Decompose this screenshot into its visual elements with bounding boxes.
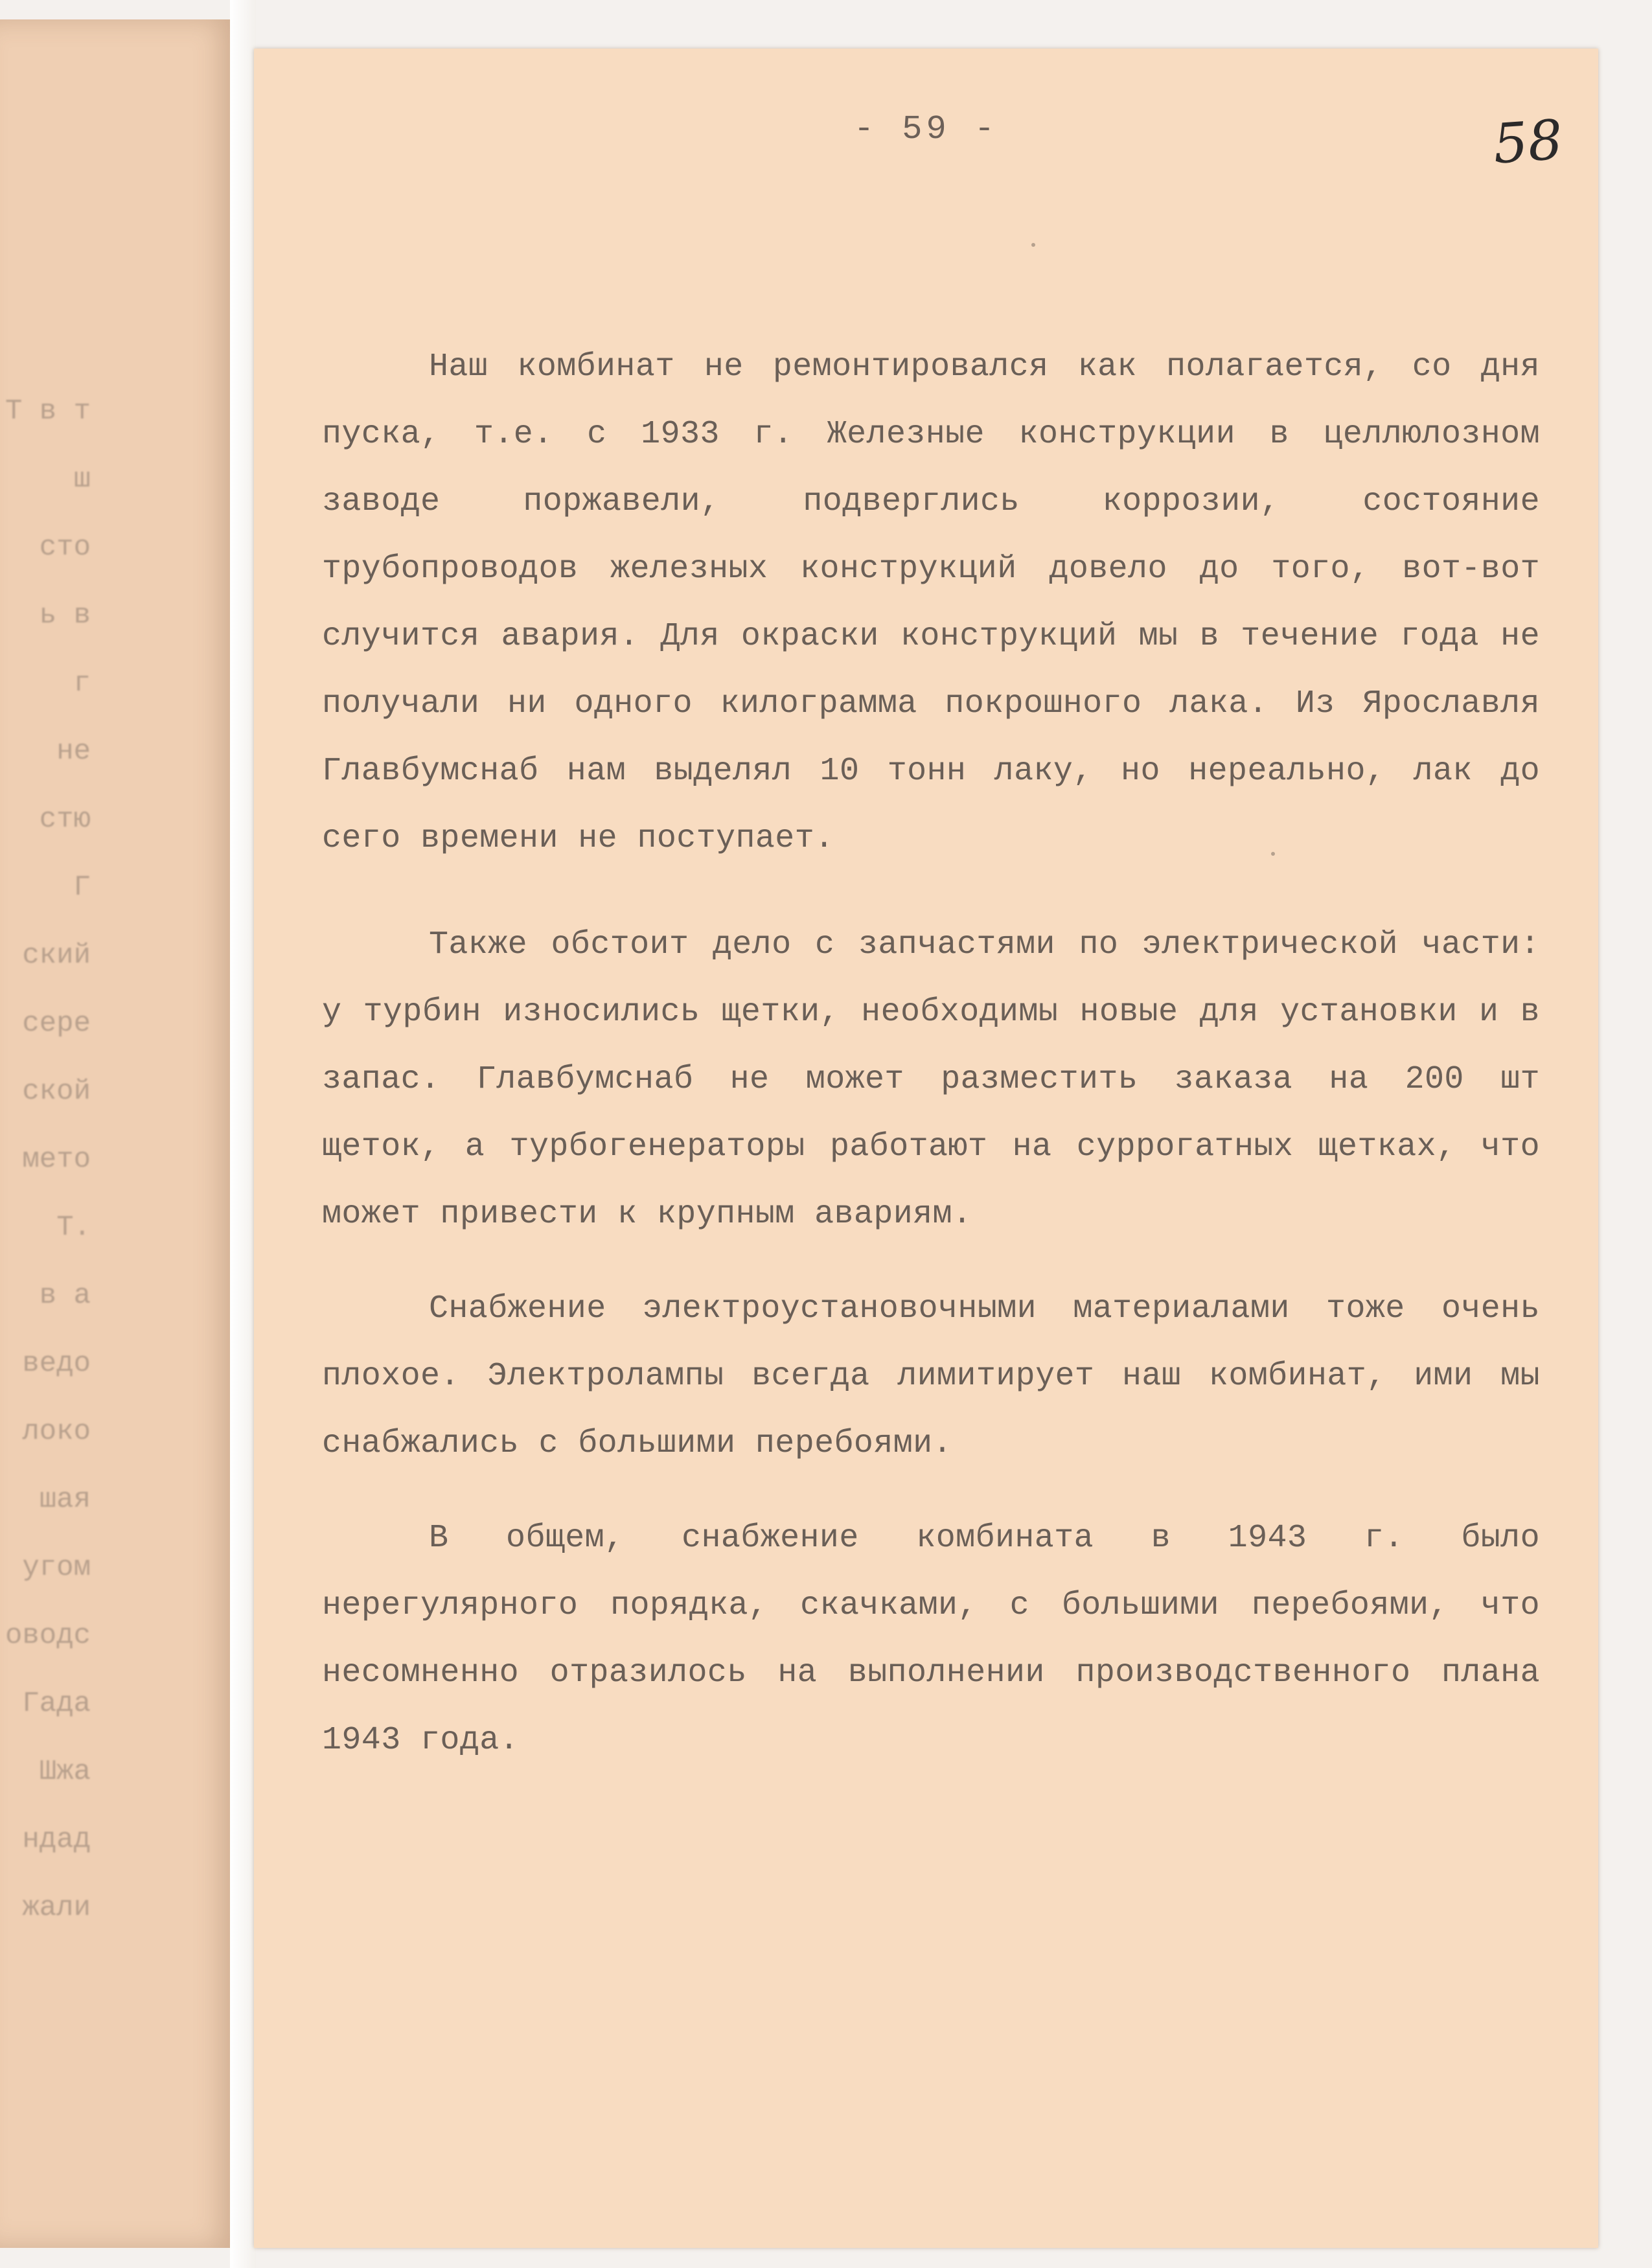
document-sheet bbox=[254, 49, 1598, 2248]
underlying-text-fragment: сере bbox=[22, 1007, 91, 1040]
paragraph-3: Снабжение электроустановочными материалами тоже очень плохое. Электролампы всегда лимитирует наш комбинат, ими мы снабжались с большими перебоями. bbox=[322, 1290, 1540, 1462]
underlying-text-fragment: Т в т bbox=[5, 395, 91, 428]
handwritten-page-number: 58 bbox=[1491, 108, 1565, 176]
underlying-text-fragment: ский bbox=[22, 939, 91, 972]
underlying-text-fragment: ь в bbox=[39, 599, 91, 632]
underlying-text-fragment: угом bbox=[22, 1552, 91, 1584]
underlying-text-fragment: не bbox=[56, 735, 91, 768]
underlying-text-fragment: ской bbox=[22, 1075, 91, 1108]
underlying-page bbox=[0, 19, 240, 2248]
underlying-text-fragment: Гада bbox=[22, 1688, 91, 1720]
underlying-text-fragment: Т. bbox=[56, 1211, 91, 1244]
underlying-text-fragment: оводс bbox=[5, 1620, 91, 1652]
underlying-text-fragment: локо bbox=[22, 1415, 91, 1448]
document-body bbox=[322, 334, 1540, 1813]
underlying-text-fragment: ш bbox=[73, 463, 91, 496]
underlying-text-fragment: ндад bbox=[22, 1824, 91, 1856]
paragraph-2: Также обстоит дело с запчастями по электрической части: у турбин износились щетки, необходимы новые для установки и в запас. Главбумснаб не может разместить заказа на 200 шт щеток, а турбогенераторы работают на суррогатных щетках, что может привести к крупным авариям. bbox=[322, 926, 1540, 1233]
paper-speck bbox=[1031, 243, 1035, 247]
binding-gutter bbox=[230, 0, 256, 2268]
paragraph-1: Наш комбинат не ремонтировался как полагается, со дня пуска, т.е. с 1933 г. Железные конструкции в целлюлозном заводе поржавели, подверглись коррозии, состояние трубопроводов железных конструкций довело до того, вот-вот случится авария. Для окраски конструкций мы в течение года не получали ни одного килограмма покрошного лака. Из Ярославля Главбумснаб нам выделял 10 тонн лаку, но нереально, лак до сего времени не поступает. bbox=[322, 349, 1540, 857]
underlying-text-fragment: Г bbox=[73, 871, 91, 904]
page-number: - 59 - bbox=[853, 110, 999, 148]
underlying-text-fragment: г bbox=[73, 667, 91, 700]
underlying-text-fragment: сто bbox=[39, 531, 91, 564]
underlying-text-fragment: в а bbox=[39, 1279, 91, 1312]
underlying-text-fragment: ведо bbox=[22, 1347, 91, 1380]
underlying-text-fragment: мето bbox=[22, 1143, 91, 1176]
underlying-text-fragment: Шжа bbox=[39, 1756, 91, 1788]
underlying-text-fragment: стю bbox=[39, 803, 91, 836]
paragraph-4: В общем, снабжение комбината в 1943 г. было нерегулярного порядка, скачками, с большими перебоями, что несомненно отразилось на выполнении производственного плана 1943 года. bbox=[322, 1520, 1540, 1759]
underlying-text-fragment: жали bbox=[22, 1892, 91, 1924]
paper-speck bbox=[1271, 852, 1275, 856]
underlying-text-fragment: шая bbox=[39, 1483, 91, 1516]
